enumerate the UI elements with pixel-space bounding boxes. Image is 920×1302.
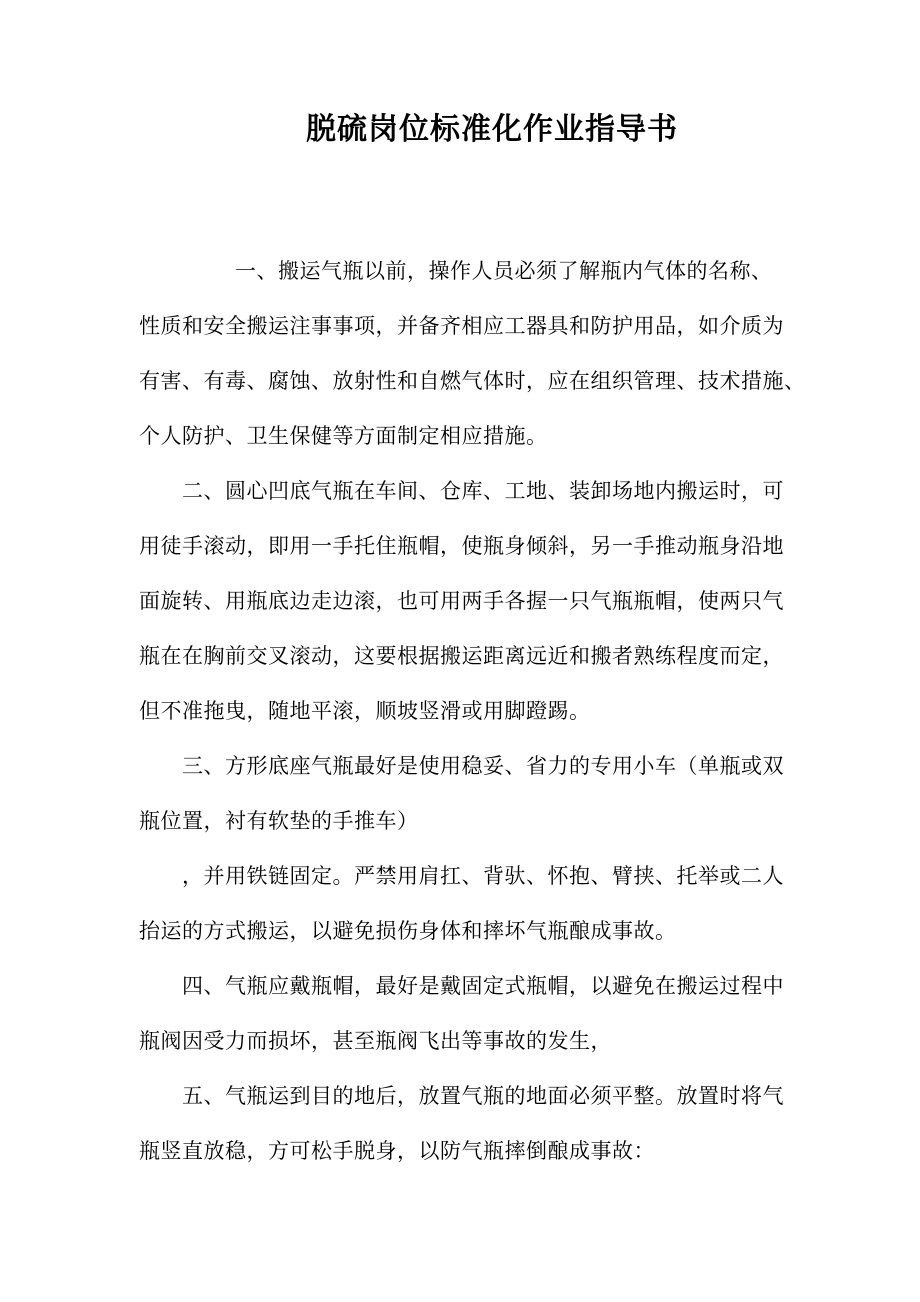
- paragraph-2-line-5: 但不准拖曳，随地平滚，顺坡竖滑或用脚蹬踢。: [139, 699, 591, 723]
- paragraph-4-line-2: 瓶阀因受力而损坏，甚至瓶阀飞出等事故的发生，: [139, 1029, 612, 1053]
- paragraph-1-line-4: 个人防护、卫生保健等方面制定相应措施。: [139, 424, 548, 448]
- paragraph-3-line-4: 抬运的方式搬运，以避免损伤身体和摔坏气瓶酿成事故。: [139, 919, 677, 943]
- paragraph-2-line-2: 用徒手滚动，即用一手托住瓶帽，使瓶身倾斜，另一手推动瓶身沿地: [139, 534, 784, 558]
- paragraph-3-line-1: 三、方形底座气瓶最好是使用稳妥、省力的专用小车（单瓶或双: [182, 754, 784, 778]
- paragraph-2-line-1: 二、圆心凹底气瓶在车间、仓库、工地、装卸场地内搬运时，可: [182, 479, 784, 503]
- paragraph-3-line-2: 瓶位置，衬有软垫的手推车）: [139, 809, 419, 833]
- document-title: 脱硫岗位标准化作业指导书: [306, 112, 678, 147]
- paragraph-1-line-1: 一、搬运气瓶以前，操作人员必须了解瓶内气体的名称、: [235, 259, 773, 283]
- paragraph-5-line-1: 五、气瓶运到目的地后，放置气瓶的地面必须平整。放置时将气: [182, 1084, 784, 1108]
- paragraph-5-line-2: 瓶竖直放稳，方可松手脱身，以防气瓶摔倒酿成事故：: [139, 1139, 655, 1163]
- paragraph-3-line-3: ，并用铁链固定。严禁用肩扛、背驮、怀抱、臂挟、托举或二人: [182, 864, 784, 888]
- paragraph-2-line-4: 瓶在在胸前交叉滚动，这要根据搬运距离远近和搬者熟练程度而定，: [139, 644, 784, 668]
- paragraph-2-line-3: 面旋转、用瓶底边走边滚，也可用两手各握一只气瓶瓶帽，使两只气: [139, 589, 784, 613]
- paragraph-1-line-2: 性质和安全搬运注事事项，并备齐相应工器具和防护用品，如介质为: [139, 314, 784, 338]
- paragraph-1-line-3: 有害、有毒、腐蚀、放射性和自燃气体时，应在组织管理、技术措施、: [139, 369, 806, 393]
- paragraph-4-line-1: 四、气瓶应戴瓶帽，最好是戴固定式瓶帽，以避免在搬运过程中: [182, 974, 784, 998]
- document-body: [139, 244, 806, 1179]
